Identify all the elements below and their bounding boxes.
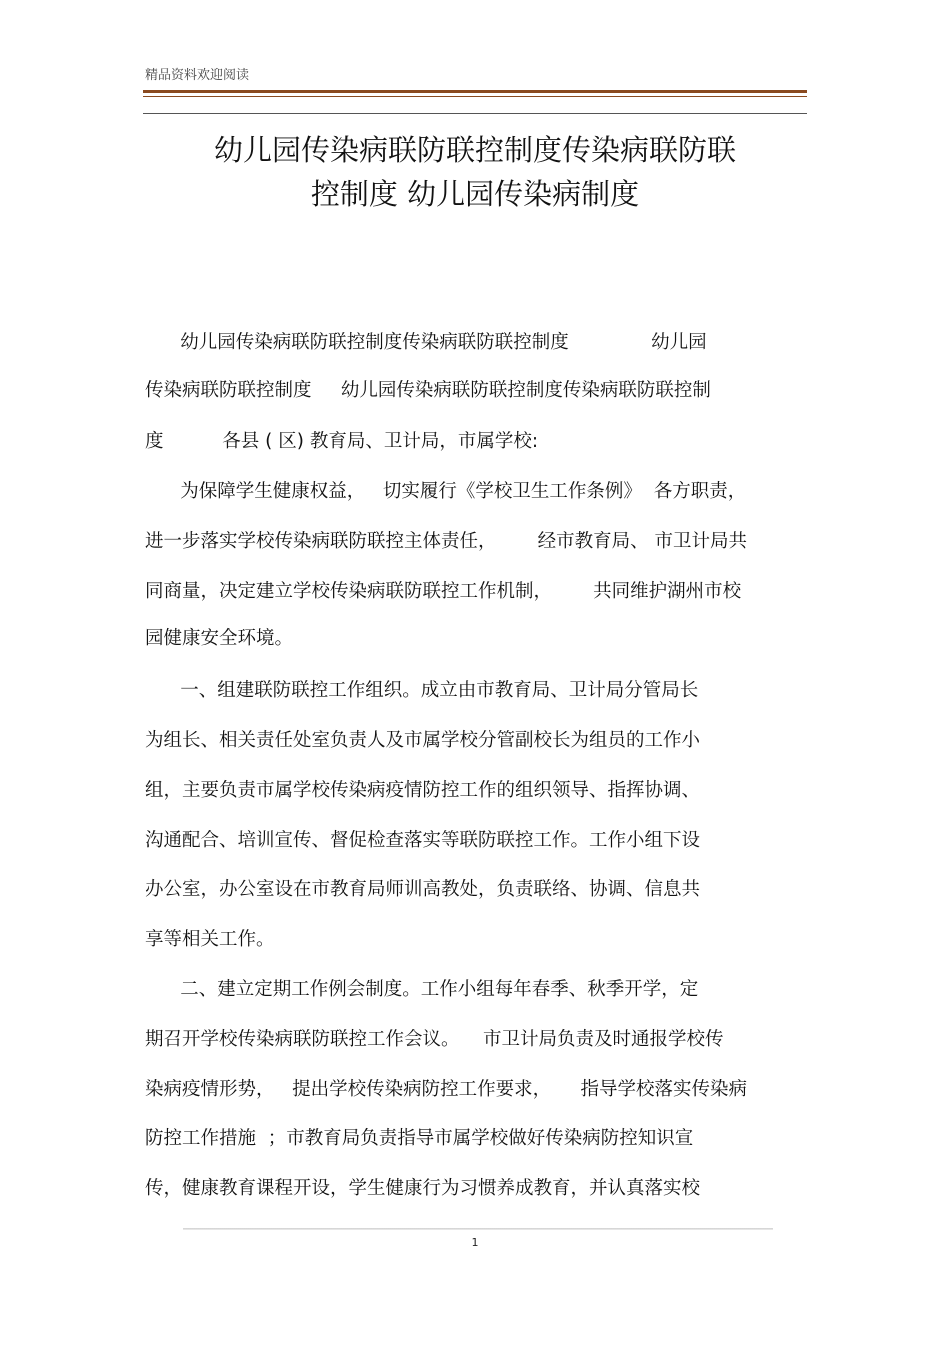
header-rule-thick: [143, 90, 807, 93]
body-line: 染病疫情形势， 提出学校传染病防控工作要求， 指导学校落实传染病: [145, 1079, 748, 1100]
body-line: 期召开学校传染病联防联控工作会议。 市卫计局负责及时通报学校传: [145, 1029, 724, 1050]
footer-rule: [183, 1228, 773, 1230]
header-rule-thin: [143, 96, 807, 97]
body-line: 办公室，办公室设在市教育局师训高教处，负责联络、协调、信息共: [145, 879, 701, 900]
body-line: 同商量，决定建立学校传染病联防联控工作机制， 共同维护湖州市校: [145, 581, 742, 602]
body-line: 传染病联防联控制度 幼儿园传染病联防联控制度传染病联防联控制: [145, 380, 711, 401]
body-line: 度 各县 ( 区) 教育局、卫计局，市属学校:: [145, 431, 539, 452]
title-line-2: 控制度 幼儿园传染病制度: [310, 177, 640, 211]
body-line: 为保障学生健康权益， 切实履行《学校卫生工作条例》 各方职责，: [145, 481, 747, 502]
body-line: 进一步落实学校传染病联防联控主体责任， 经市教育局、 市卫计局共: [145, 531, 748, 552]
body-line: 享等相关工作。: [145, 929, 275, 950]
header-separator: [143, 113, 807, 114]
body-line: 传，健康教育课程开设，学生健康行为习惯养成教育，并认真落实校: [145, 1178, 701, 1199]
body-line: 组，主要负责市属学校传染病疫情防控工作的组织领导、指挥协调、: [145, 780, 701, 801]
body-line: 防控工作措施 ；市教育局负责指导市属学校做好传染病防控知识宣: [145, 1128, 694, 1149]
body-line: 为组长、相关责任处室负责人及市属学校分管副校长为组员的工作小: [145, 730, 701, 751]
body-line: 沟通配合、培训宣传、督促检查落实等联防联控工作。工作小组下设: [145, 830, 701, 851]
document-title: [120, 128, 830, 216]
body-line: 园健康安全环境。: [145, 628, 294, 649]
page-number: 1: [471, 1236, 479, 1249]
title-line-1: 幼儿园传染病联防联控制度传染病联防联: [213, 133, 736, 167]
body-line: 一、组建联防联控工作组织。成立由市教育局、卫计局分管局长: [145, 680, 699, 701]
page-header-text: 精品资料欢迎阅读: [145, 68, 250, 83]
body-line: 二、建立定期工作例会制度。工作小组每年春季、秋季开学，定: [145, 979, 699, 1000]
body-line: 幼儿园传染病联防联控制度传染病联防联控制度 幼儿园: [145, 332, 707, 353]
